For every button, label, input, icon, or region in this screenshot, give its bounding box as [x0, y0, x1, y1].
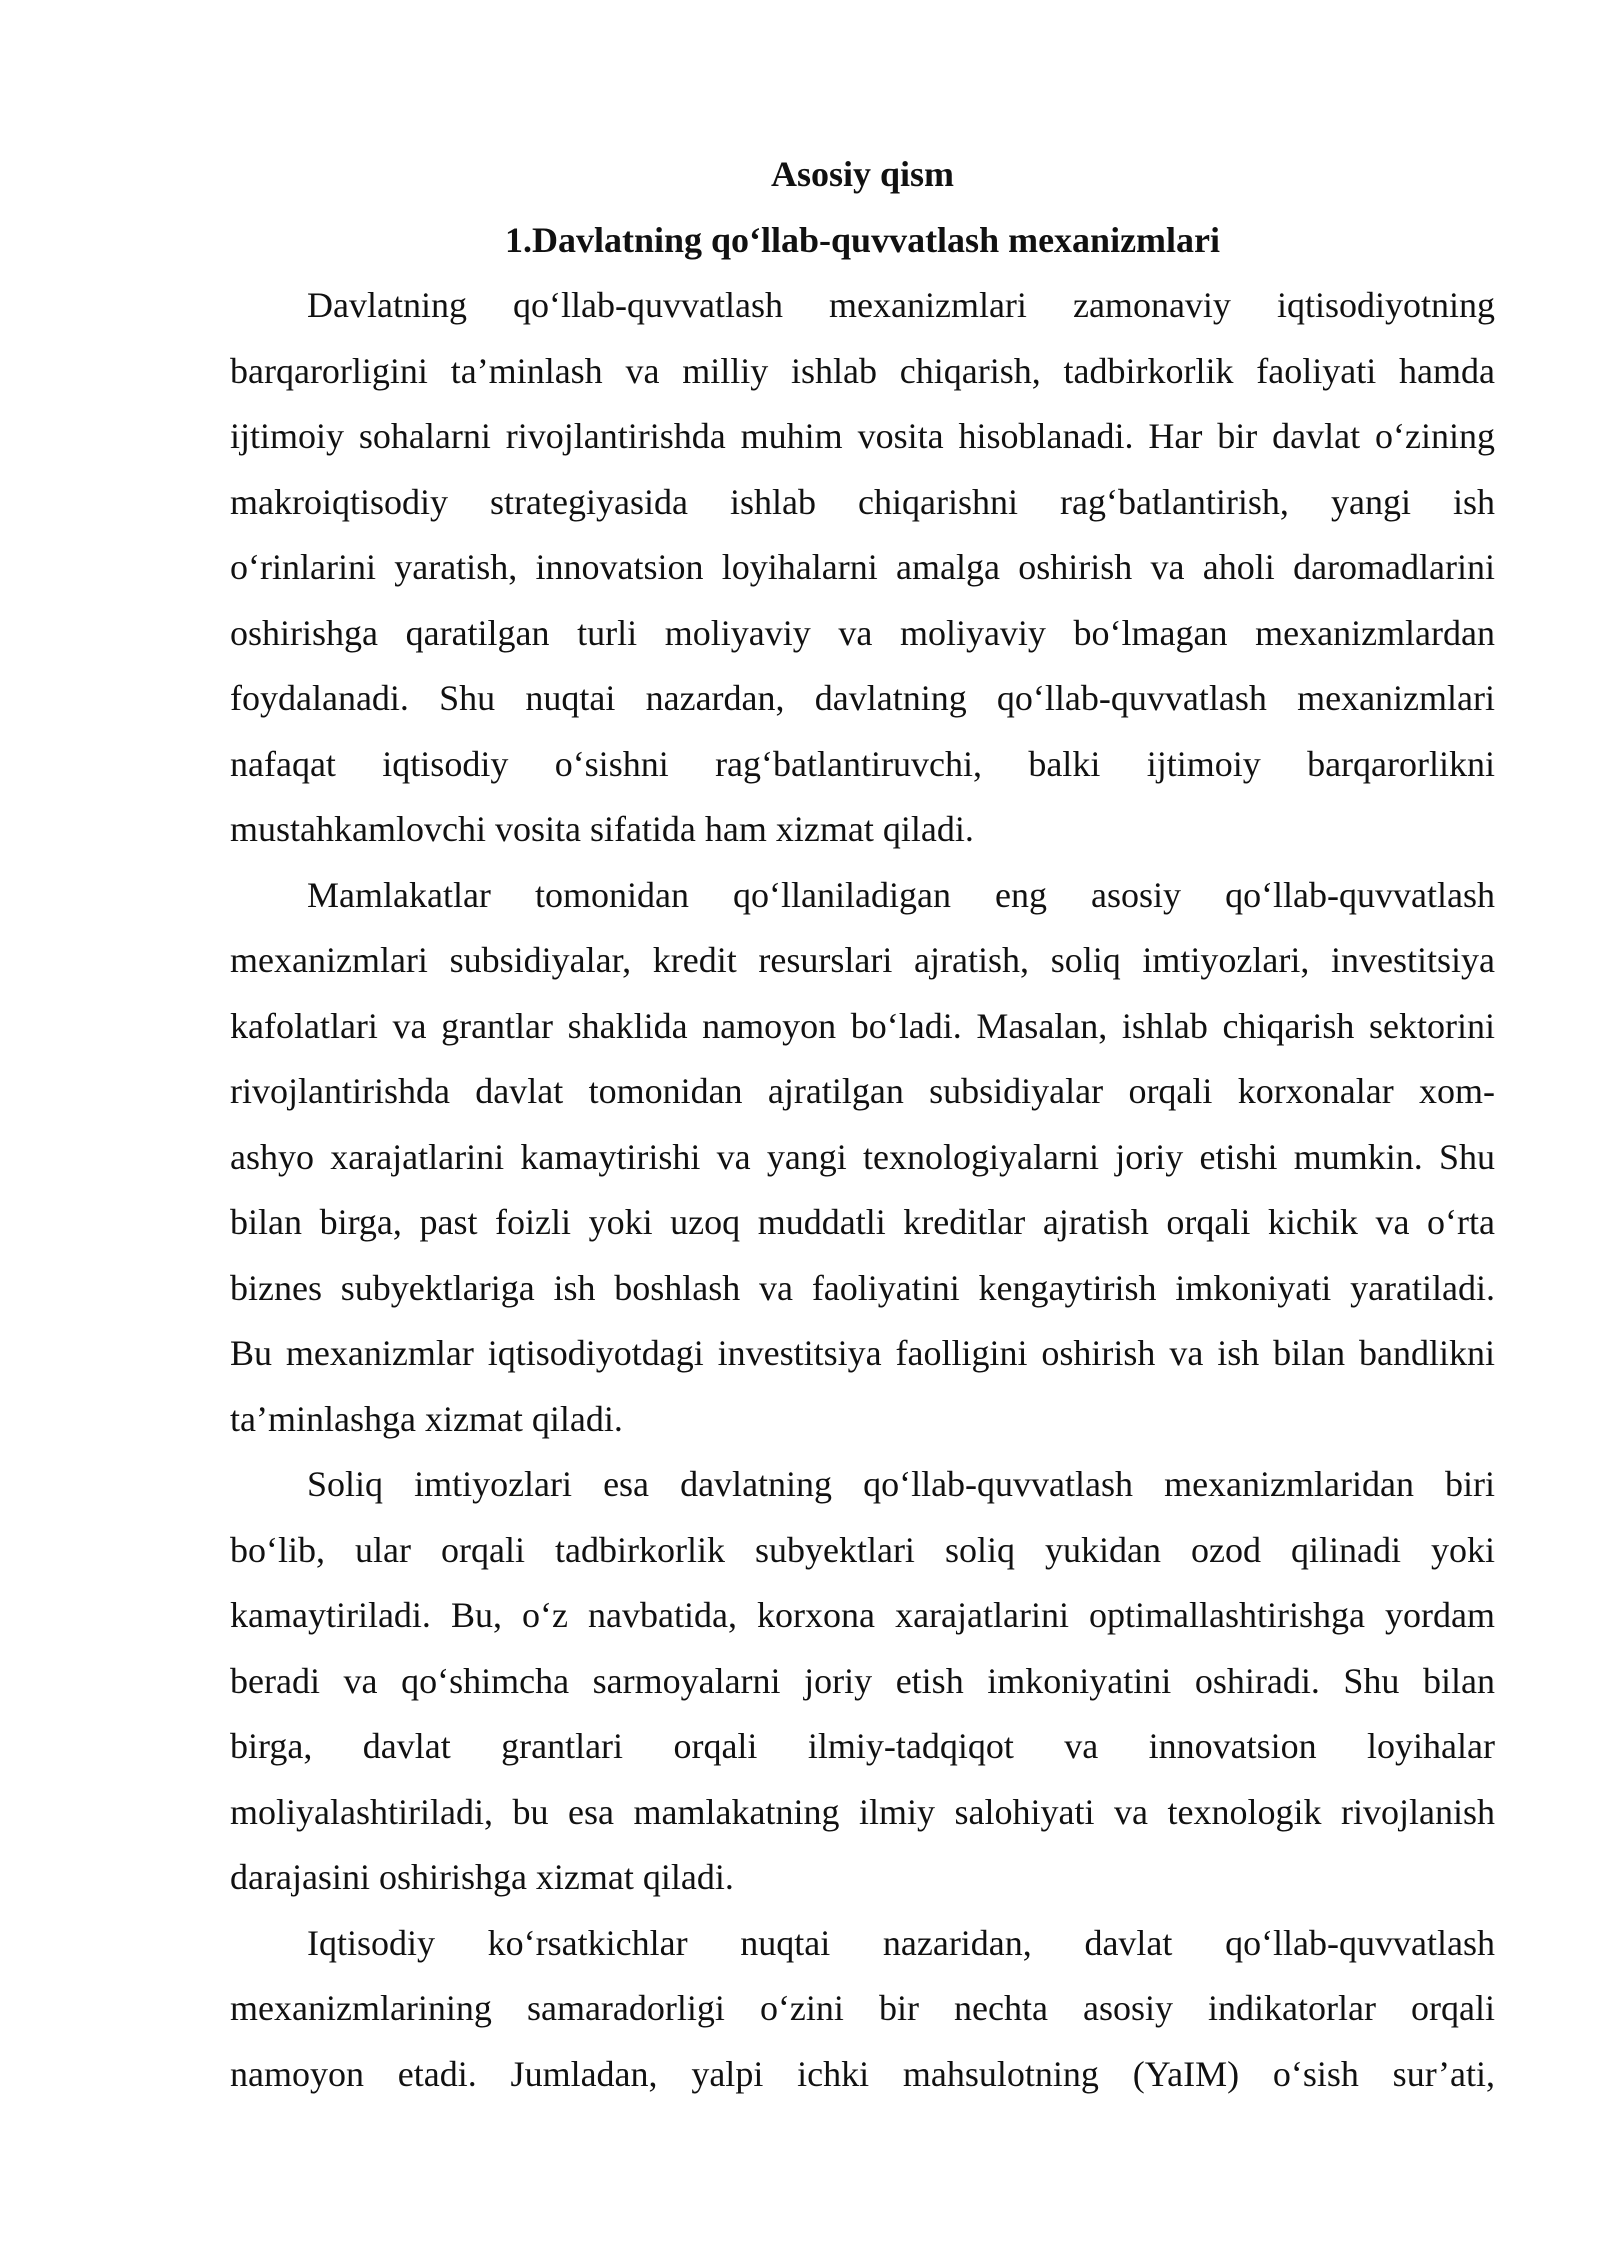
text-line: ta’minlashga xizmat qiladi. — [230, 1398, 623, 1439]
text-line: Bu mexanizmlar iqtisodiyotdagi investitsiya faolligini oshirish va ish bilan bandlikni — [230, 1333, 1495, 1373]
text-line: biznes subyektlariga ish boshlash va faoliyatini kengaytirish imkoniyati yaratiladi. — [230, 1267, 1495, 1308]
text-line: namoyon etadi. Jumladan, yalpi ichki mahsulotning (YaIM) o‘sish sur’ati, — [230, 2053, 1495, 2094]
text-line: bo‘lib, ular orqali tadbirkorlik subyektlari soliq yukidan ozod qilinadi yoki — [230, 1529, 1495, 1570]
section-title: Asosiy qism — [770, 154, 955, 194]
text-line: ashyo xarajatlarini kamaytirishi va yangi texnologiyalarni joriy etishi mumkin. Shu — [230, 1136, 1495, 1177]
text-line: barqarorligini ta’minlash va milliy ishlab chiqarish, tadbirkorlik faoliyati hamda — [230, 350, 1495, 391]
text-line: foydalanadi. Shu nuqtai nazardan, davlatning qo‘llab-quvvatlash mexanizmlari — [230, 678, 1495, 718]
text-line: birga, davlat grantlari orqali ilmiy-tadqiqot va innovatsion loyihalar — [230, 1726, 1495, 1766]
text-line: Iqtisodiy ko‘rsatkichlar nuqtai nazaridan, davlat qo‘llab-quvvatlash — [307, 1922, 1495, 1963]
paragraph-3 — [230, 1452, 1495, 1911]
text-line: mustahkamlovchi vosita sifatida ham xizmat qiladi. — [230, 809, 974, 849]
text-line: mexanizmlari subsidiyalar, kredit resurslari ajratish, soliq imtiyozlari, investitsiya — [230, 940, 1495, 980]
text-line: o‘rinlarini yaratish, innovatsion loyihalarni amalga oshirish va aholi daromadlarini — [230, 547, 1495, 587]
text-line: rivojlantirishda davlat tomonidan ajratilgan subsidiyalar orqali korxonalar xom- — [230, 1071, 1495, 1111]
paragraph-1 — [230, 273, 1495, 863]
text-line: kafolatlari va grantlar shaklida namoyon bo‘ladi. Masalan, ishlab chiqarish sektorini — [230, 1005, 1495, 1046]
text-line: bilan birga, past foizli yoki uzoq muddatli kreditlar ajratish orqali kichik va o‘rta — [230, 1202, 1495, 1242]
text-line: Davlatning qo‘llab-quvvatlash mexanizmlari zamonaviy iqtisodiyotning — [307, 285, 1495, 325]
section-heading: 1.Davlatning qo‘llab-quvvatlash mexanizmlari — [504, 219, 1221, 260]
text-line: makroiqtisodiy strategiyasida ishlab chiqarishni rag‘batlantirish, yangi ish — [230, 481, 1495, 522]
text-line: Mamlakatlar tomonidan qo‘llaniladigan eng asosiy qo‘llab-quvvatlash — [307, 874, 1495, 915]
text-line: ijtimoiy sohalarni rivojlantirishda muhim vosita hisoblanadi. Har bir davlat o‘zining — [230, 416, 1495, 456]
text-line: nafaqat iqtisodiy o‘sishni rag‘batlantiruvchi, balki ijtimoiy barqarorlikni — [230, 743, 1495, 784]
text-line: mexanizmlarining samaradorligi o‘zini bir nechta asosiy indikatorlar orqali — [230, 1988, 1495, 2028]
paragraph-2 — [230, 863, 1495, 1453]
paragraph-4 — [230, 1911, 1495, 2108]
text-line: moliyalashtiriladi, bu esa mamlakatning ilmiy salohiyati va texnologik rivojlanish — [230, 1791, 1495, 1832]
text-line: kamaytiriladi. Bu, o‘z navbatida, korxona xarajatlarini optimallashtirishga yordam — [230, 1595, 1495, 1635]
text-line: beradi va qo‘shimcha sarmoyalarni joriy etish imkoniyatini oshiradi. Shu bilan — [230, 1660, 1495, 1701]
text-line: oshirishga qaratilgan turli moliyaviy va moliyaviy bo‘lmagan mexanizmlardan — [230, 612, 1495, 653]
document-body — [230, 142, 1495, 2107]
text-line: Soliq imtiyozlari esa davlatning qo‘llab-quvvatlash mexanizmlaridan biri — [307, 1464, 1495, 1504]
text-line: darajasini oshirishga xizmat qiladi. — [230, 1857, 734, 1897]
